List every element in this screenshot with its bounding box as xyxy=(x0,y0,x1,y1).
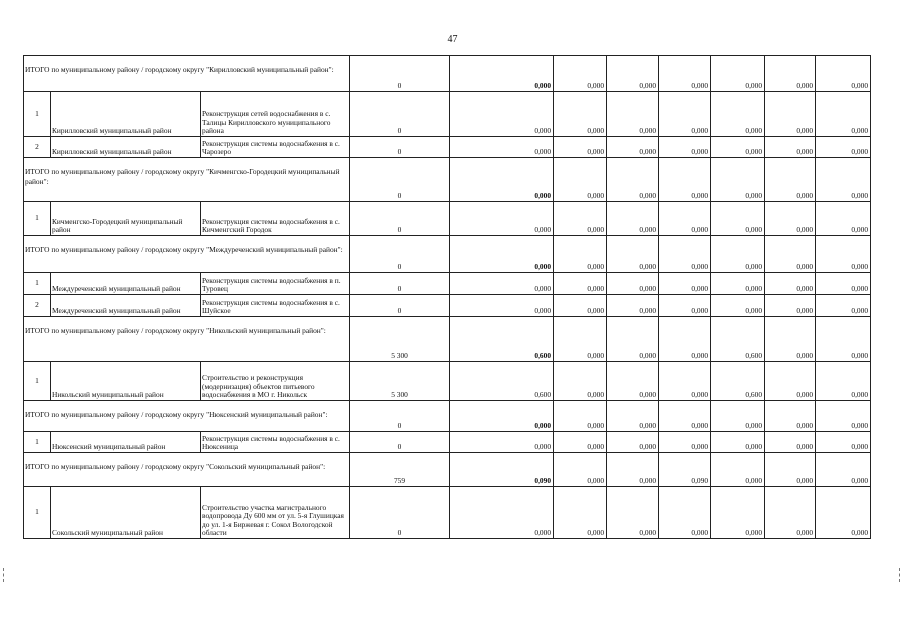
item-row xyxy=(24,487,871,539)
amount-cell: 0,000 xyxy=(450,158,554,202)
year-value-cell: 0,000 xyxy=(816,401,871,432)
year-value-cell: 0,000 xyxy=(816,362,871,401)
year-value-cell: 0,000 xyxy=(711,158,765,202)
total-row xyxy=(24,56,871,92)
amount-cell: 0,090 xyxy=(450,453,554,487)
year-value-cell: 0,000 xyxy=(554,317,607,362)
capacity-cell: 0 xyxy=(350,202,450,236)
total-row xyxy=(24,317,871,362)
amount-cell: 0,000 xyxy=(450,401,554,432)
year-value-cell: 0,000 xyxy=(765,273,816,295)
object-cell: Строительство и реконструкция (модернизация) объектов питьевого водоснабжения в МО г. Никольск xyxy=(201,362,350,401)
year-value-cell: 0,000 xyxy=(816,273,871,295)
total-label-text: ИТОГО по муниципальному району / городскому округу "Нюксенский муниципальный район": xyxy=(25,410,328,419)
total-label-text: ИТОГО по муниципальному району / городскому округу "Междуреченский муниципальный район": xyxy=(25,245,343,254)
row-number: 1 xyxy=(24,92,51,137)
amount-cell: 0,000 xyxy=(450,202,554,236)
year-value-cell: 0,000 xyxy=(607,401,659,432)
year-value-cell: 0,000 xyxy=(554,273,607,295)
year-value-cell: 0,000 xyxy=(554,202,607,236)
total-label xyxy=(24,56,350,92)
year-value-cell: 0,000 xyxy=(607,137,659,158)
year-value-cell: 0,000 xyxy=(659,401,711,432)
year-value-cell: 0,000 xyxy=(765,202,816,236)
year-value-cell: 0,000 xyxy=(816,295,871,317)
amount-cell: 0,600 xyxy=(450,362,554,401)
row-number: 1 xyxy=(24,487,51,539)
year-value-cell: 0,000 xyxy=(659,236,711,273)
capacity-cell: 0 xyxy=(350,56,450,92)
year-value-cell: 0,000 xyxy=(816,202,871,236)
year-value-cell: 0,000 xyxy=(554,92,607,137)
year-value-cell: 0,000 xyxy=(554,236,607,273)
object-cell: Реконструкция системы водоснабжения в с. Чарозеро xyxy=(201,137,350,158)
year-value-cell: 0,000 xyxy=(711,453,765,487)
year-value-cell: 0,000 xyxy=(659,273,711,295)
year-value-cell: 0,000 xyxy=(816,56,871,92)
year-value-cell: 0,000 xyxy=(765,295,816,317)
year-value-cell: 0,000 xyxy=(607,273,659,295)
year-value-cell: 0,000 xyxy=(765,432,816,453)
amount-cell: 0,000 xyxy=(450,236,554,273)
year-value-cell: 0,000 xyxy=(607,453,659,487)
year-value-cell: 0,000 xyxy=(816,137,871,158)
year-value-cell: 0,000 xyxy=(711,92,765,137)
year-value-cell: 0,000 xyxy=(765,362,816,401)
amount-cell: 0,000 xyxy=(450,56,554,92)
year-value-cell: 0,000 xyxy=(816,236,871,273)
year-value-cell: 0,000 xyxy=(607,56,659,92)
year-value-cell: 0,000 xyxy=(816,158,871,202)
item-row xyxy=(24,432,871,453)
year-value-cell: 0,000 xyxy=(816,317,871,362)
item-row xyxy=(24,295,871,317)
capacity-cell: 5 300 xyxy=(350,317,450,362)
item-row xyxy=(24,202,871,236)
year-value-cell: 0,000 xyxy=(659,317,711,362)
year-value-cell: 0,000 xyxy=(816,453,871,487)
year-value-cell: 0,000 xyxy=(554,158,607,202)
amount-cell: 0,000 xyxy=(450,92,554,137)
year-value-cell: 0,000 xyxy=(711,236,765,273)
year-value-cell: 0,000 xyxy=(607,432,659,453)
year-value-cell: 0,000 xyxy=(816,432,871,453)
row-number: 1 xyxy=(24,362,51,401)
year-value-cell: 0,000 xyxy=(554,295,607,317)
year-value-cell: 0,000 xyxy=(659,487,711,539)
year-value-cell: 0,000 xyxy=(765,92,816,137)
year-value-cell: 0,000 xyxy=(711,401,765,432)
total-label xyxy=(24,401,350,432)
district-cell: Кирилловский муниципальный район xyxy=(51,92,201,137)
total-row xyxy=(24,236,871,273)
year-value-cell: 0,000 xyxy=(607,362,659,401)
year-value-cell: 0,000 xyxy=(765,401,816,432)
year-value-cell: 0,090 xyxy=(659,453,711,487)
year-value-cell: 0,000 xyxy=(711,487,765,539)
year-value-cell: 0,000 xyxy=(711,137,765,158)
year-value-cell: 0,000 xyxy=(711,202,765,236)
amount-cell: 0,000 xyxy=(450,487,554,539)
object-cell: Реконструкция системы водоснабжения в с. Шуйское xyxy=(201,295,350,317)
district-cell: Кирилловский муниципальный район xyxy=(51,137,201,158)
item-row xyxy=(24,273,871,295)
total-label-text: ИТОГО по муниципальному району / городскому округу "Сокольский муниципальный район": xyxy=(25,462,326,471)
year-value-cell: 0,000 xyxy=(659,202,711,236)
right-edge-mark xyxy=(899,568,903,582)
capacity-cell: 759 xyxy=(350,453,450,487)
year-value-cell: 0,000 xyxy=(765,158,816,202)
row-number: 1 xyxy=(24,273,51,295)
year-value-cell: 0,000 xyxy=(765,487,816,539)
amount-cell: 0,000 xyxy=(450,432,554,453)
total-label-text: ИТОГО по муниципальному району / городскому округу "Кичменгско-Городецкий муниципальный район": xyxy=(25,167,340,186)
capacity-cell: 0 xyxy=(350,295,450,317)
total-label xyxy=(24,317,350,362)
capacity-cell: 0 xyxy=(350,432,450,453)
item-row xyxy=(24,92,871,137)
total-label-text: ИТОГО по муниципальному району / городскому округу "Кирилловский муниципальный район": xyxy=(25,65,334,74)
total-row xyxy=(24,401,871,432)
year-value-cell: 0,000 xyxy=(554,56,607,92)
capacity-cell: 0 xyxy=(350,236,450,273)
year-value-cell: 0,000 xyxy=(659,158,711,202)
year-value-cell: 0,000 xyxy=(816,92,871,137)
amount-cell: 0,600 xyxy=(450,317,554,362)
capacity-cell: 0 xyxy=(350,137,450,158)
year-value-cell: 0,000 xyxy=(711,273,765,295)
row-number: 1 xyxy=(24,432,51,453)
total-label xyxy=(24,236,350,273)
year-value-cell: 0,000 xyxy=(607,487,659,539)
year-value-cell: 0,000 xyxy=(607,92,659,137)
year-value-cell: 0,000 xyxy=(607,236,659,273)
year-value-cell: 0,000 xyxy=(554,432,607,453)
year-value-cell: 0,000 xyxy=(554,487,607,539)
year-value-cell: 0,000 xyxy=(711,295,765,317)
object-cell: Реконструкция системы водоснабжения в с. Нюксеница xyxy=(201,432,350,453)
year-value-cell: 0,000 xyxy=(554,137,607,158)
year-value-cell: 0,600 xyxy=(711,317,765,362)
year-value-cell: 0,000 xyxy=(659,295,711,317)
capacity-cell: 5 300 xyxy=(350,362,450,401)
year-value-cell: 0,000 xyxy=(659,362,711,401)
year-value-cell: 0,000 xyxy=(711,56,765,92)
year-value-cell: 0,000 xyxy=(607,295,659,317)
capacity-cell: 0 xyxy=(350,487,450,539)
year-value-cell: 0,000 xyxy=(554,401,607,432)
year-value-cell: 0,600 xyxy=(711,362,765,401)
capacity-cell: 0 xyxy=(350,92,450,137)
total-label xyxy=(24,453,350,487)
total-label-text: ИТОГО по муниципальному району / городскому округу "Никольский муниципальный район": xyxy=(25,326,326,335)
year-value-cell: 0,000 xyxy=(765,317,816,362)
left-edge-mark xyxy=(3,568,7,582)
object-cell: Реконструкция системы водоснабжения в п. Туровец xyxy=(201,273,350,295)
object-cell: Реконструкция системы водоснабжения в с. Кичменгский Городок xyxy=(201,202,350,236)
district-cell: Сокольский муниципальный район xyxy=(51,487,201,539)
year-value-cell: 0,000 xyxy=(711,432,765,453)
district-cell: Междуреченский муниципальный район xyxy=(51,295,201,317)
year-value-cell: 0,000 xyxy=(659,56,711,92)
object-cell: Строительство участка магистрального водопровода Ду 600 мм от ул. 5-я Глушицкая до ул. 1-я Биржевая г. Сокол Вологодской области xyxy=(201,487,350,539)
amount-cell: 0,000 xyxy=(450,137,554,158)
year-value-cell: 0,000 xyxy=(765,453,816,487)
district-cell: Нюксенский муниципальный район xyxy=(51,432,201,453)
amount-cell: 0,000 xyxy=(450,295,554,317)
year-value-cell: 0,000 xyxy=(659,92,711,137)
capacity-cell: 0 xyxy=(350,158,450,202)
year-value-cell: 0,000 xyxy=(765,56,816,92)
district-cell: Кичменгско-Городецкий муниципальный район xyxy=(51,202,201,236)
capacity-cell: 0 xyxy=(350,401,450,432)
capacity-cell: 0 xyxy=(350,273,450,295)
year-value-cell: 0,000 xyxy=(765,137,816,158)
year-value-cell: 0,000 xyxy=(554,453,607,487)
district-cell: Междуреченский муниципальный район xyxy=(51,273,201,295)
object-cell: Реконструкция сетей водоснабжения в с. Талицы Кирилловского муниципального района xyxy=(201,92,350,137)
total-row xyxy=(24,453,871,487)
year-value-cell: 0,000 xyxy=(816,487,871,539)
year-value-cell: 0,000 xyxy=(765,236,816,273)
page-number: 47 xyxy=(447,34,458,45)
year-value-cell: 0,000 xyxy=(607,158,659,202)
row-number: 1 xyxy=(24,202,51,236)
item-row xyxy=(24,362,871,401)
year-value-cell: 0,000 xyxy=(607,317,659,362)
investment-table xyxy=(23,55,871,539)
year-value-cell: 0,000 xyxy=(607,202,659,236)
item-row xyxy=(24,137,871,158)
year-value-cell: 0,000 xyxy=(659,432,711,453)
row-number: 2 xyxy=(24,295,51,317)
total-label xyxy=(24,158,350,202)
district-cell: Никольский муниципальный район xyxy=(51,362,201,401)
year-value-cell: 0,000 xyxy=(659,137,711,158)
total-row xyxy=(24,158,871,202)
amount-cell: 0,000 xyxy=(450,273,554,295)
row-number: 2 xyxy=(24,137,51,158)
year-value-cell: 0,000 xyxy=(554,362,607,401)
